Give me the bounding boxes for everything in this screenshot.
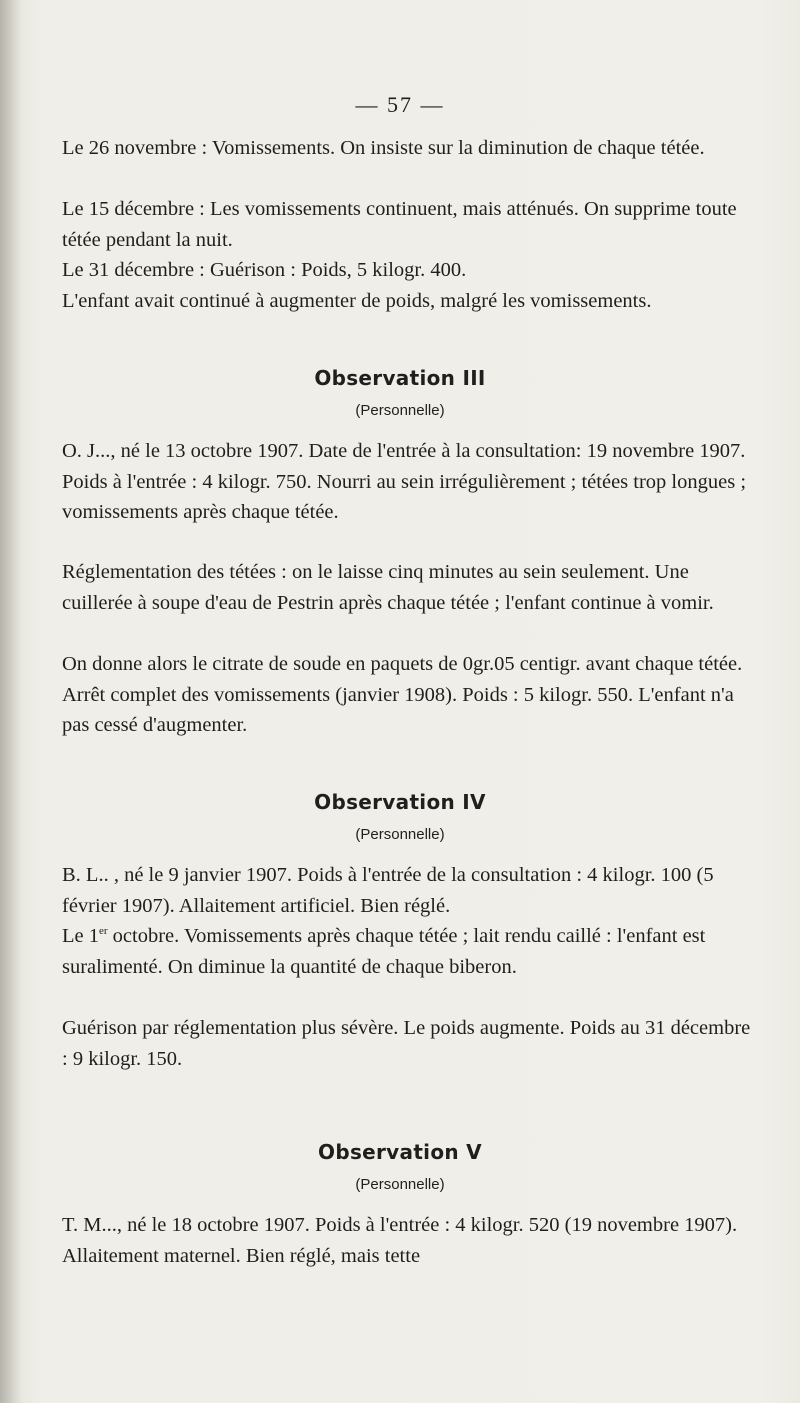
paragraph-dec-15: Le 15 décembre : Les vomissements continuent, mais atténués. On supprime toute tétée pendant la nuit. <box>62 198 737 251</box>
observation-4-paragraph-2: Le 1er octobre. Vomissements après chaque tétée ; lait rendu caillé : l'enfant est suralimenté. On diminue la quantité de chaque biberon. <box>62 925 706 978</box>
observation-3-title: Observation III <box>314 366 486 390</box>
observation-4-title: Observation IV <box>314 790 486 814</box>
observation-4-paragraph-1: B. L.. , né le 9 janvier 1907. Poids à l'entrée de la consultation : 4 kilogr. 100 (5 février 1907). Allaitement artificiel. Bien réglé. <box>62 864 714 917</box>
observation-5-paragraph-1: T. M..., né le 18 octobre 1907. Poids à l'entrée : 4 kilogr. 520 (19 novembre 1907). Allaitement maternel. Bien réglé, mais tette <box>62 1214 738 1267</box>
observation-5-title: Observation V <box>318 1140 482 1164</box>
observation-3-subtitle: (Personnelle) <box>355 402 445 419</box>
observation-5-subtitle: (Personnelle) <box>355 1176 445 1193</box>
paragraph-weight-note: L'enfant avait continué à augmenter de poids, malgré les vomissements. <box>62 290 652 312</box>
observation-4-subtitle: (Personnelle) <box>355 826 445 843</box>
superscript-er: er <box>99 925 108 938</box>
page-number: — 57 — <box>355 92 445 117</box>
paragraph-nov-26: Le 26 novembre : Vomissements. On insiste sur la diminution de chaque tétée. <box>62 137 705 159</box>
observation-3-paragraph-3: On donne alors le citrate de soude en paquets de 0gr.05 centigr. avant chaque tétée. Arrêt complet des vomissements (janvier 1908). Poids : 5 kilogr. 550. L'enfant n'a pas cessé d'augmenter. <box>62 653 743 736</box>
observation-3-paragraph-2: Réglementation des tétées : on le laisse cinq minutes au sein seulement. Une cuillerée à soupe d'eau de Pestrin après chaque tétée ; l'enfant continue à vomir. <box>62 561 714 614</box>
paragraph-dec-31: Le 31 décembre : Guérison : Poids, 5 kilogr. 400. <box>62 259 467 281</box>
observation-3-paragraph-1: O. J..., né le 13 octobre 1907. Date de l'entrée à la consultation: 19 novembre 1907. Poids à l'entrée : 4 kilogr. 750. Nourri au sein irrégulièrement ; tétées trop longues ; vomissements après chaque tétée. <box>62 440 747 523</box>
observation-4-paragraph-3: Guérison par réglementation plus sévère. Le poids augmente. Poids au 31 décembre : 9 kilogr. 150. <box>62 1017 751 1070</box>
